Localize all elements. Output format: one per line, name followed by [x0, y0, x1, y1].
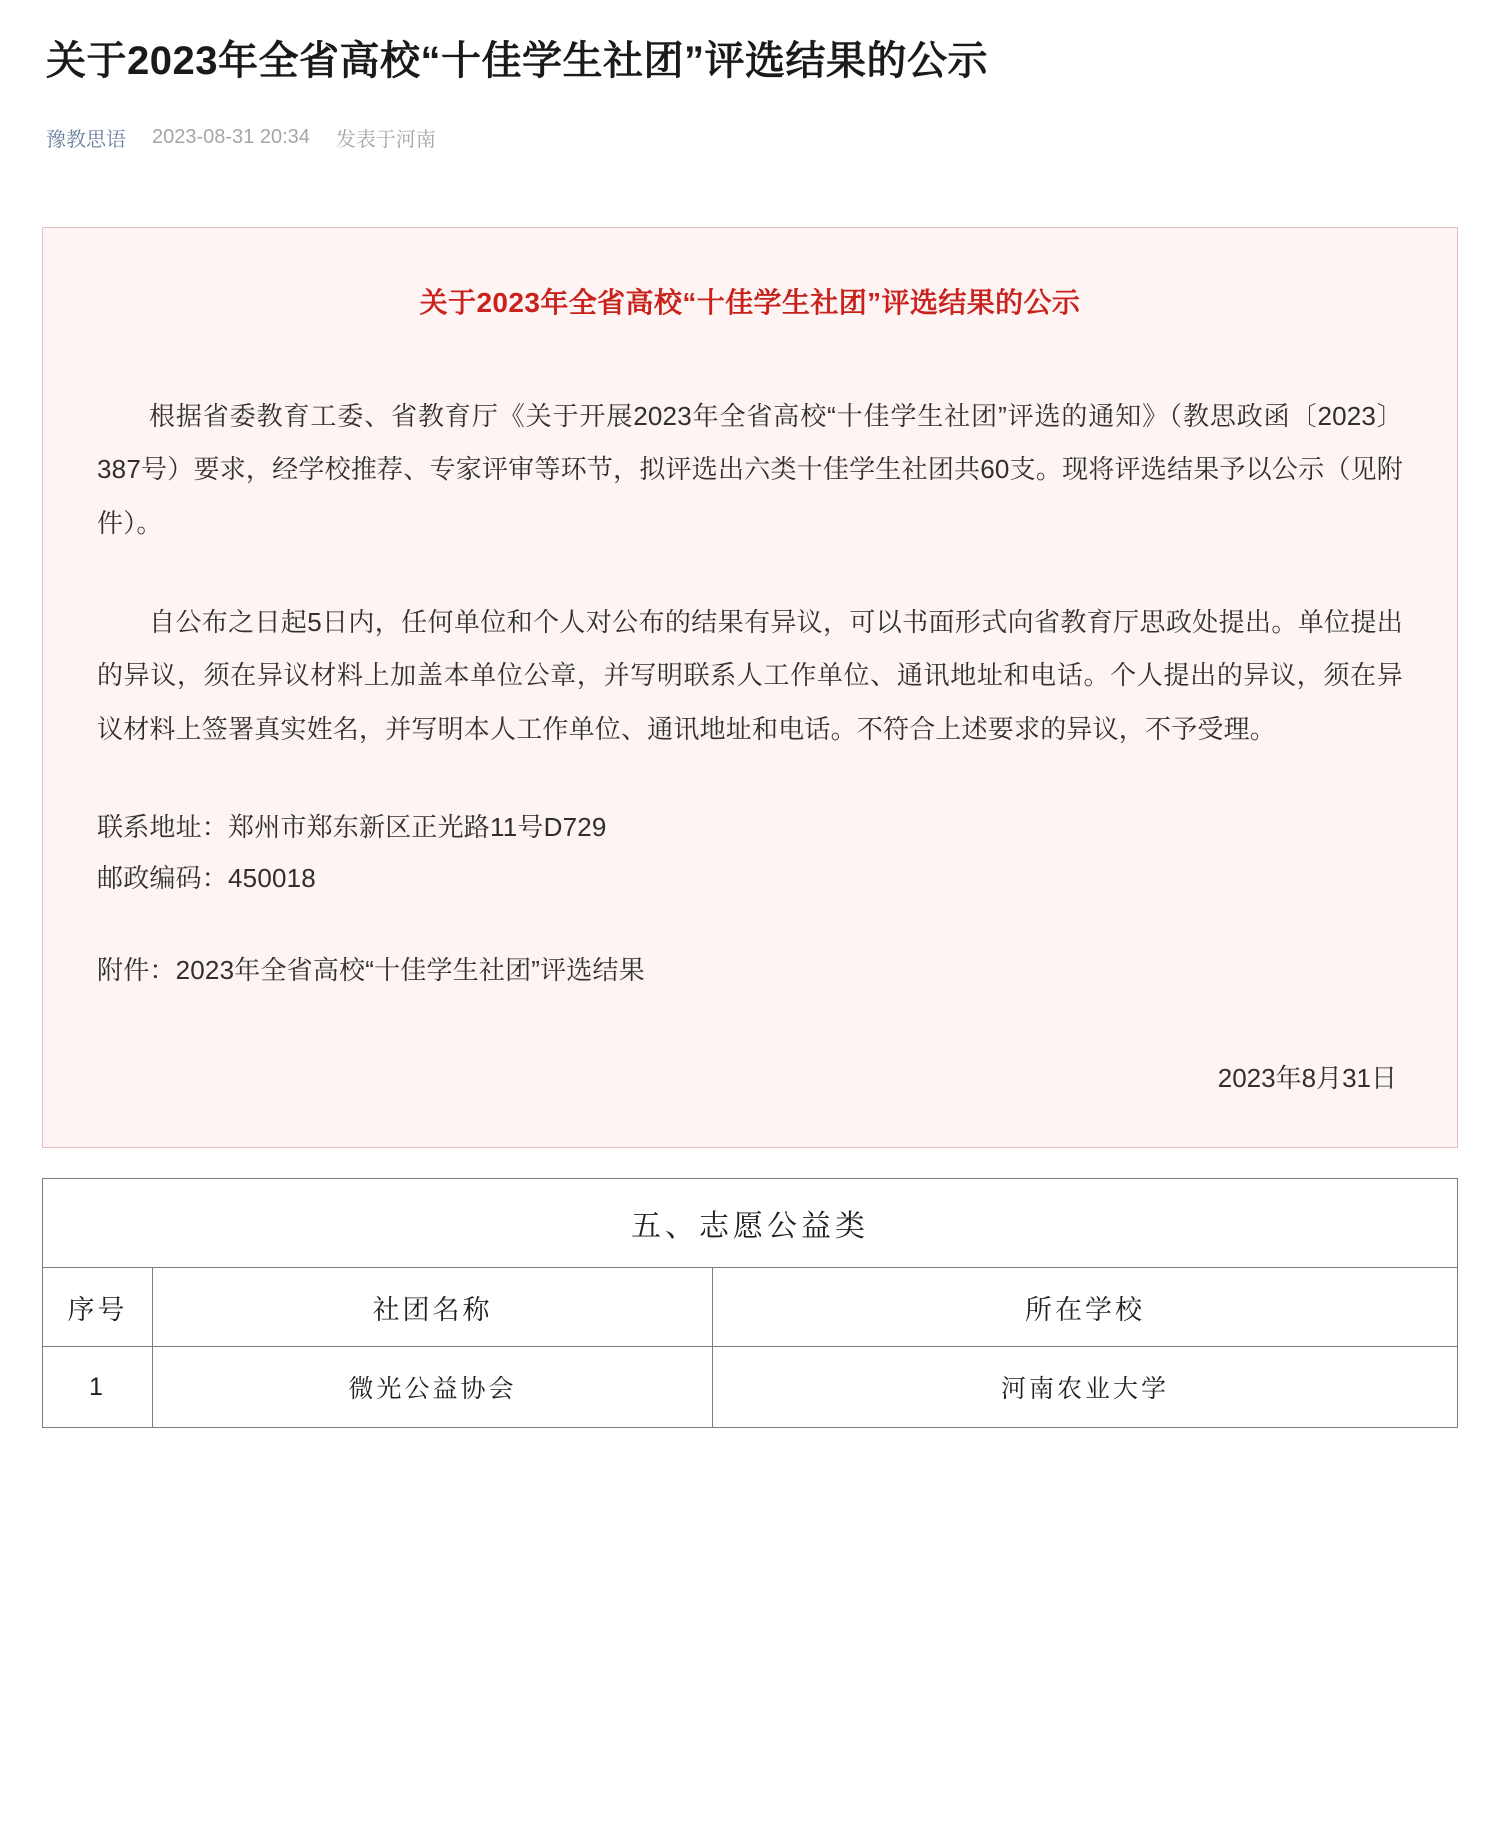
notice-box — [42, 227, 1458, 1148]
publish-location: 发表于河南 — [335, 129, 436, 152]
table-category-title: 五、志愿公益类 — [43, 1179, 1458, 1268]
table-category-row — [43, 1179, 1458, 1268]
spacer — [97, 903, 1403, 945]
article-header — [0, 0, 1500, 152]
table-row — [43, 1347, 1458, 1428]
contact-address: 联系地址：郑州市郑东新区正光路11号D729 — [97, 811, 607, 842]
cell-club: 微光公益协会 — [153, 1347, 713, 1428]
result-table — [42, 1178, 1458, 1428]
postal-code: 邮政编码：450018 — [97, 862, 316, 893]
publish-datetime: 2023-08-31 20:34 — [152, 126, 310, 149]
column-header-club: 社团名称 — [153, 1268, 713, 1347]
article-meta — [46, 123, 1454, 152]
result-table-wrap — [42, 1178, 1458, 1428]
account-name[interactable]: 豫教思语 — [46, 129, 126, 152]
cell-index: 1 — [43, 1347, 153, 1428]
column-header-school: 所在学校 — [713, 1268, 1458, 1347]
attachment-line: 附件：2023年全省高校“十佳学生社团”评选结果 — [97, 955, 645, 986]
notice-paragraph-objection: 自公布之日起5日内，任何单位和个人对公布的结果有异议，可以书面形式向省教育厅思政处提出。单位提出的异议，须在异议材料上加盖本单位公章，并写明联系人工作单位、通讯地址和电话。个人提出的异议，须在异议材料上签署真实姓名，并写明本人工作单位、通讯地址和电话。不符合上述要求的异议，不予受理。 — [97, 607, 1403, 744]
notice-paragraph-basis: 根据省委教育工委、省教育厅《关于开展2023年全省高校“十佳学生社团”评选的通知》（教思政函〔2023〕387号）要求，经学校推荐、专家评审等环节，拟评选出六类十佳学生社团共60支。现将评选结果予以公示（见附件）。 — [97, 401, 1403, 538]
table-header-row — [43, 1268, 1458, 1347]
cell-school: 河南农业大学 — [713, 1347, 1458, 1428]
notice-title: 关于2023年全省高校“十佳学生社团”评选结果的公示 — [419, 287, 1081, 319]
column-header-index: 序号 — [43, 1268, 153, 1347]
page-title: 关于2023年全省高校“十佳学生社团”评选结果的公示 — [46, 39, 988, 83]
sign-date: 2023年8月31日 — [1217, 1063, 1397, 1094]
